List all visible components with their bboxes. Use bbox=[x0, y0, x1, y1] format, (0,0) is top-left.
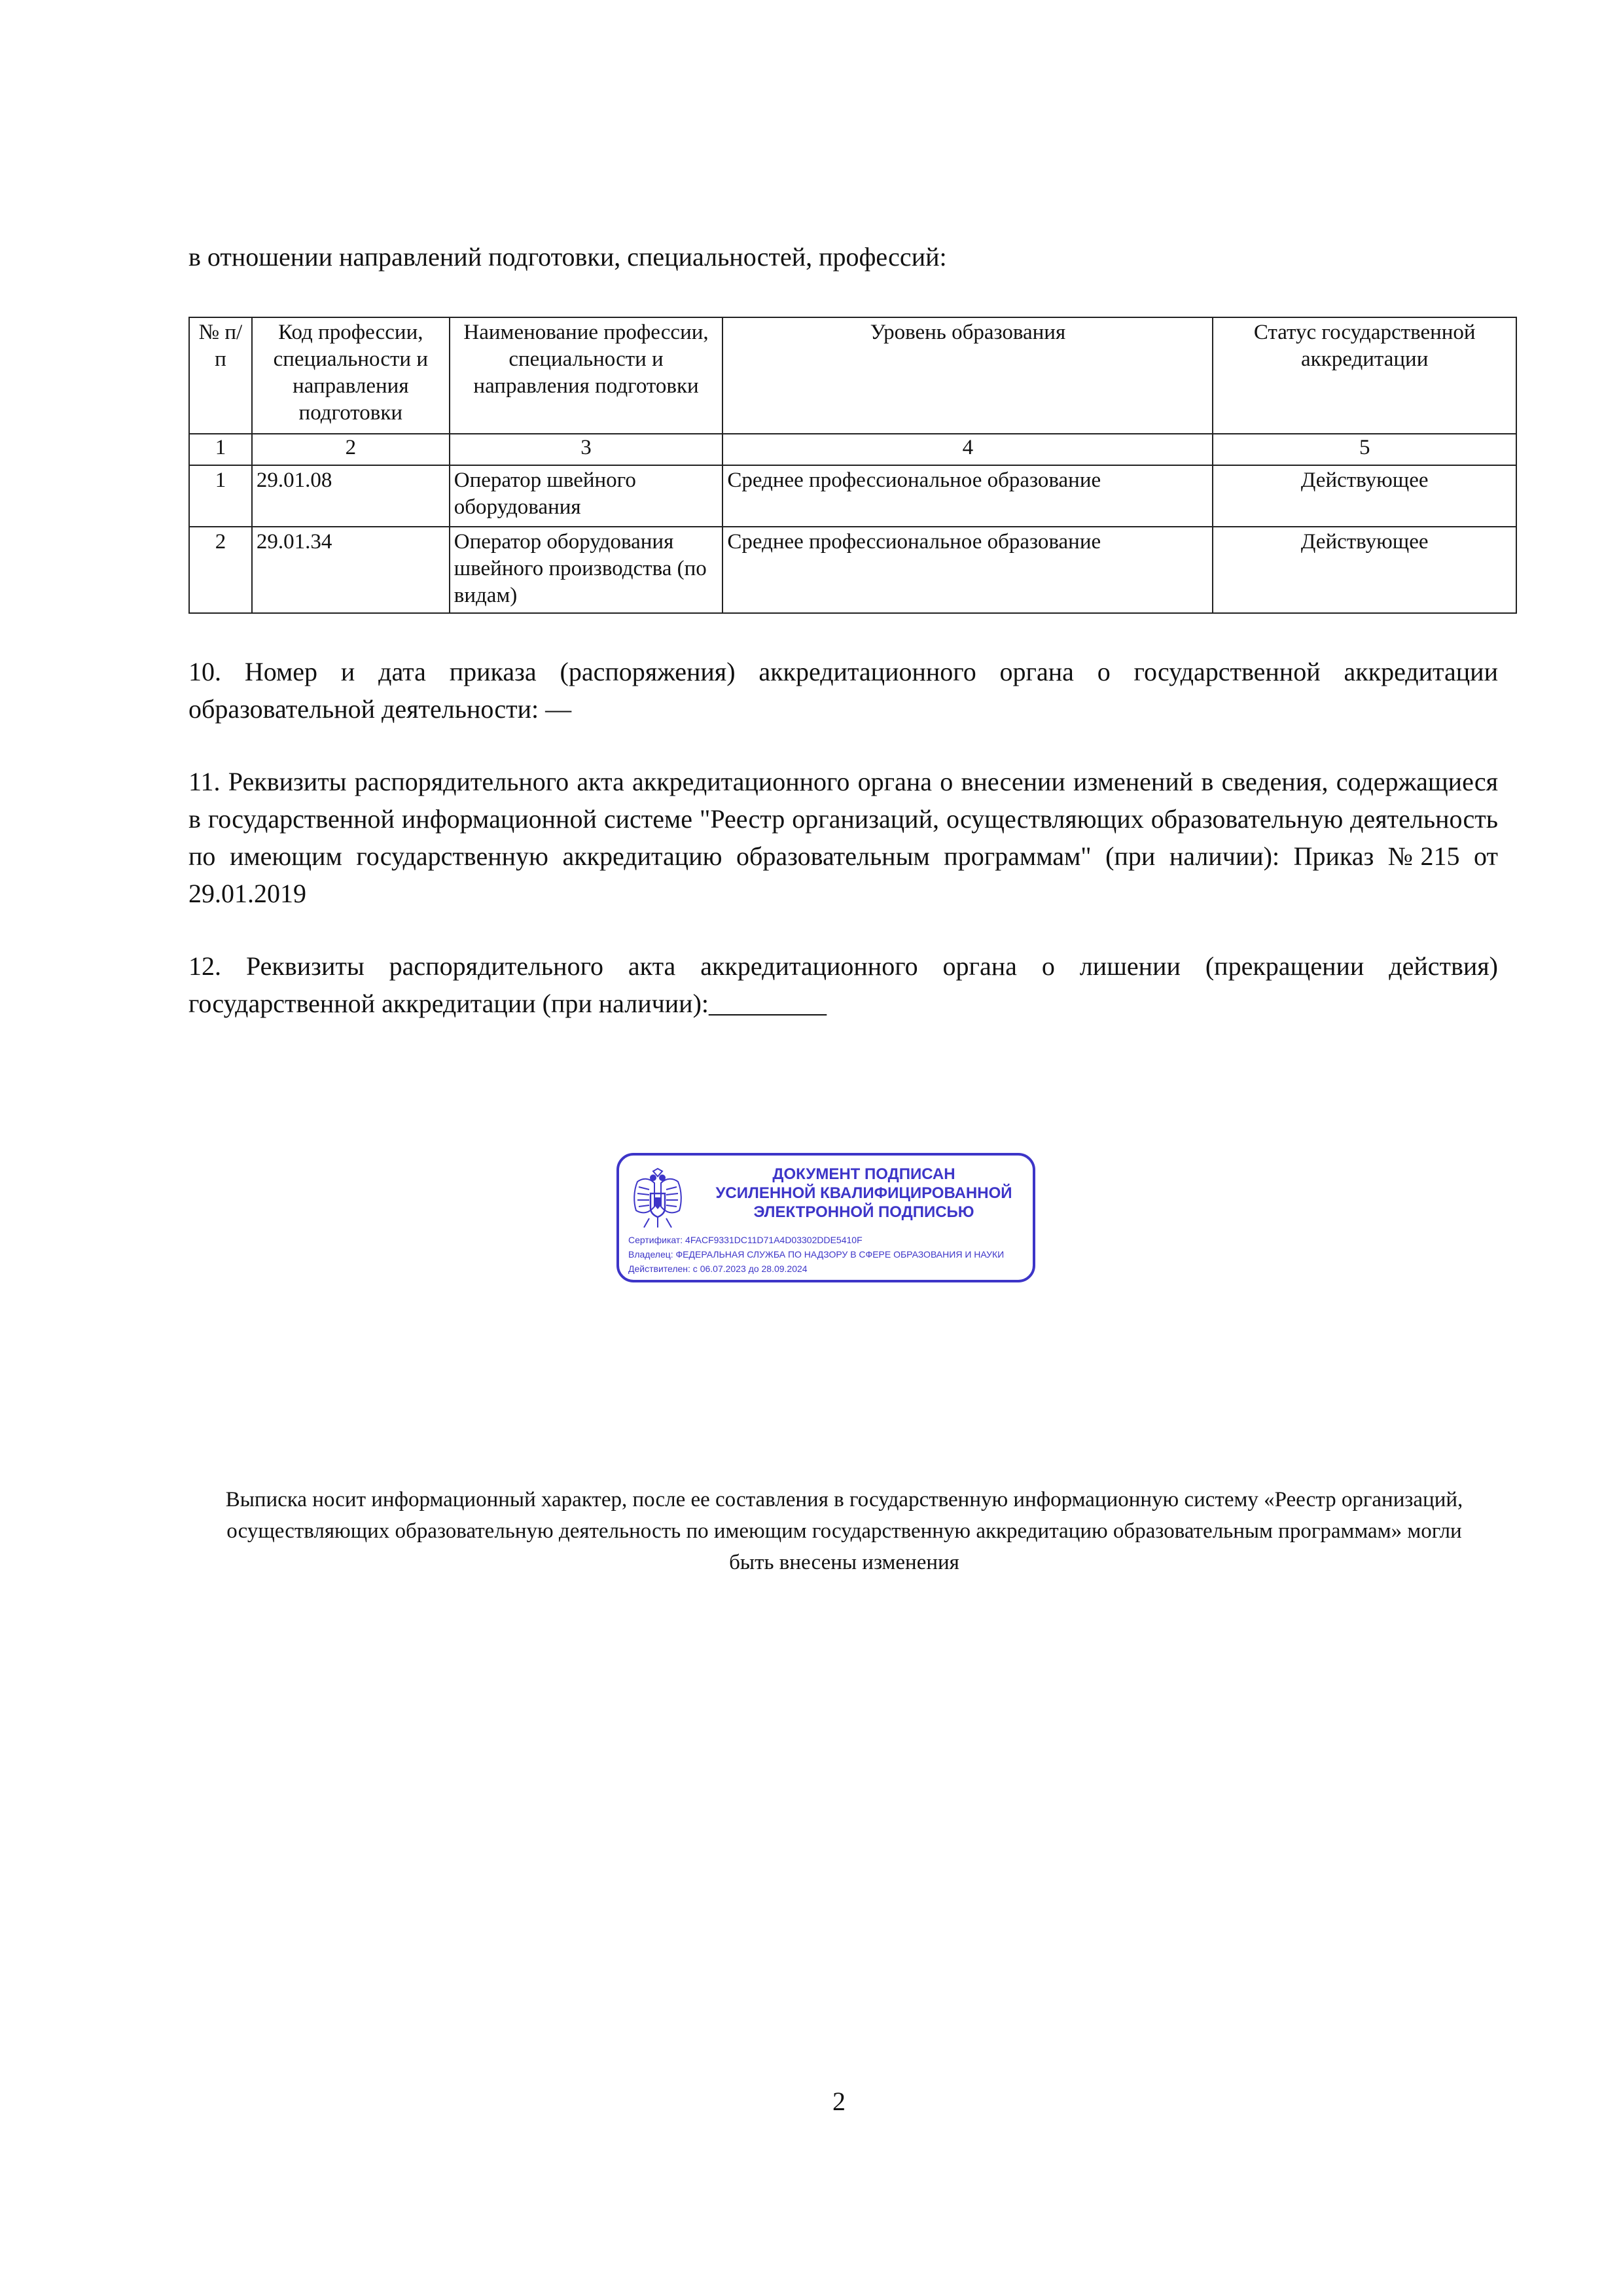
column-number: 4 bbox=[722, 434, 1213, 465]
stamp-validity: Действителен: с 06.07.2023 до 28.09.2024 bbox=[628, 1263, 808, 1274]
stamp-title-line: УСИЛЕННОЙ КВАЛИФИЦИРОВАННОЙ bbox=[715, 1184, 1012, 1202]
stamp-details bbox=[628, 1233, 1026, 1276]
table-column-numbers-row bbox=[189, 434, 1516, 465]
table-row bbox=[189, 465, 1516, 527]
table-header-row bbox=[189, 317, 1516, 434]
row-name: Оператор швейного оборудования bbox=[450, 465, 723, 527]
paragraph-12: 12. Реквизиты распорядительного акта аккредитационного органа о лишении (прекращении действия) государственной аккредитации (при наличии):_________ bbox=[188, 951, 1498, 1018]
row-code: 29.01.34 bbox=[252, 527, 450, 613]
row-level: Среднее профессиональное образование bbox=[722, 527, 1213, 613]
row-name: Оператор оборудования швейного производства (по видам) bbox=[450, 527, 723, 613]
row-status: Действующее bbox=[1213, 527, 1516, 613]
header-name: Наименование профессии, специальности и направления подготовки bbox=[450, 317, 723, 434]
footer-note: Выписка носит информационный характер, после ее составления в государственную информационную систему «Реестр организаций, осуществляющих образовательную деятельность по имеющим государственную аккредитацию образовательным программам» могли быть внесены изменения bbox=[225, 1488, 1463, 1574]
row-level: Среднее профессиональное образование bbox=[722, 465, 1213, 527]
stamp-certificate: Сертификат: 4FACF9331DC11D71A4D03302DDE5410F bbox=[628, 1235, 863, 1245]
row-num: 2 bbox=[189, 527, 252, 613]
intro-text: в отношении направлений подготовки, специальностей, профессий: bbox=[188, 242, 947, 272]
stamp-owner: Владелец: ФЕДЕРАЛЬНАЯ СЛУЖБА ПО НАДЗОРУ В СФЕРЕ ОБРАЗОВАНИЯ И НАУКИ bbox=[628, 1249, 1005, 1260]
header-num: № п/п bbox=[189, 317, 252, 434]
column-number: 1 bbox=[189, 434, 252, 465]
row-num: 1 bbox=[189, 465, 252, 527]
accreditation-table bbox=[188, 317, 1517, 614]
column-number: 5 bbox=[1213, 434, 1516, 465]
coat-of-arms-icon bbox=[630, 1167, 686, 1230]
header-status: Статус государственной аккредитации bbox=[1213, 317, 1516, 434]
stamp-title bbox=[704, 1165, 1024, 1222]
electronic-signature-stamp bbox=[616, 1153, 1035, 1282]
stamp-title-line: ДОКУМЕНТ ПОДПИСАН bbox=[772, 1165, 955, 1183]
column-number: 3 bbox=[450, 434, 723, 465]
paragraph-10: 10. Номер и дата приказа (распоряжения) аккредитационного органа о государственной аккредитации образовательной деятельности: — bbox=[188, 657, 1498, 724]
column-number: 2 bbox=[252, 434, 450, 465]
table-row bbox=[189, 527, 1516, 613]
page-number: 2 bbox=[832, 2087, 846, 2116]
row-status: Действующее bbox=[1213, 465, 1516, 527]
paragraph-11: 11. Реквизиты распорядительного акта аккредитационного органа о внесении изменений в сведения, содержащиеся в государственной информационной системе "Реестр организаций, осуществляющих образовательную деятельность по имеющим государственную аккредитацию образовательным программам" (при наличии): Приказ №215 от 29.01.2019 bbox=[188, 767, 1498, 908]
header-code: Код профессии, специальности и направления подготовки bbox=[252, 317, 450, 434]
header-level: Уровень образования bbox=[722, 317, 1213, 434]
stamp-title-line: ЭЛЕКТРОННОЙ ПОДПИСЬЮ bbox=[753, 1203, 974, 1221]
row-code: 29.01.08 bbox=[252, 465, 450, 527]
